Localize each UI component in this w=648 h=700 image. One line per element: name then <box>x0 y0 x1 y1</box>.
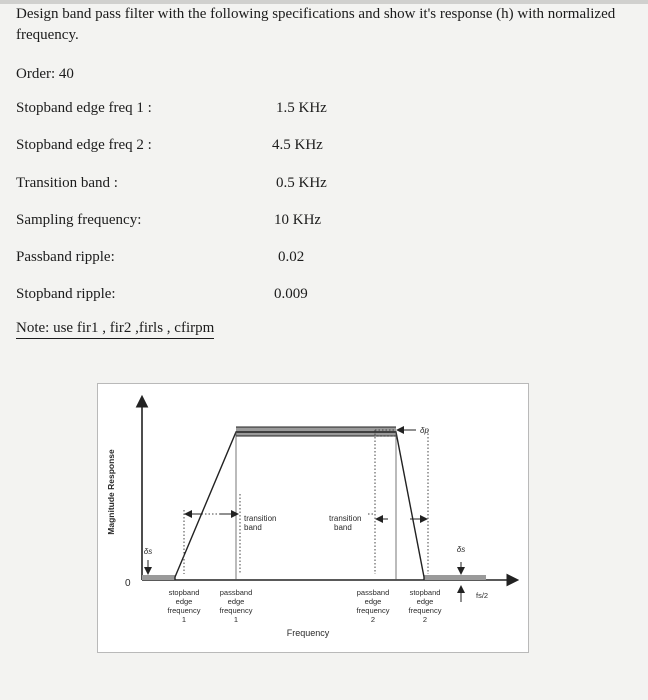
x-axis-label: Frequency <box>286 628 330 638</box>
svg-text:stopband: stopband <box>409 588 441 597</box>
transition-band-right-line2: band <box>334 523 352 532</box>
delta-p-label: δp <box>420 426 429 435</box>
bandpass-diagram <box>97 383 529 653</box>
spec-label-sampling-frequency: Sampling frequency: <box>16 212 142 228</box>
svg-text:frequency: frequency <box>408 606 442 615</box>
svg-text:1: 1 <box>181 615 187 624</box>
svg-text:edge: edge <box>175 597 193 606</box>
svg-text:passband: passband <box>356 588 390 597</box>
problem-statement: Design band pass filter with the following specifications and show it's response (h) with normalized frequency. <box>16 6 616 43</box>
order-line: Order: 40 <box>16 66 74 82</box>
svg-text:2: 2 <box>370 615 376 624</box>
svg-text:edge: edge <box>416 597 434 606</box>
svg-text:edge: edge <box>227 597 245 606</box>
svg-text:frequency: frequency <box>356 606 390 615</box>
spec-label-transition-band: Transition band : <box>16 175 118 191</box>
transition-band-left-line1: transition <box>244 514 277 523</box>
svg-text:frequency: frequency <box>219 606 253 615</box>
delta-s-label-2: δs <box>456 545 466 554</box>
origin-label: 0 <box>125 578 131 589</box>
response-curve <box>175 432 424 580</box>
svg-text:1: 1 <box>233 615 239 624</box>
bandpass-svg <box>98 384 528 652</box>
spec-value-stopband-edge-2: 4.5 KHz <box>272 137 323 153</box>
pass-edge-1-label <box>220 588 253 624</box>
spec-value-passband-ripple: 0.02 <box>278 249 305 265</box>
transition-band-left-line2: band <box>244 523 262 532</box>
stopband-1-band <box>142 575 175 580</box>
spec-label-stopband-edge-2: Stopband edge freq 2 : <box>16 137 152 153</box>
stop-edge-1-label <box>168 588 201 624</box>
stop-edge-2-label <box>409 588 442 624</box>
note-functions: Note: use fir1 , fir2 ,firls , cfirpm <box>16 320 214 339</box>
pass-edge-2-label <box>357 588 390 624</box>
svg-text:edge: edge <box>364 597 382 606</box>
spec-value-stopband-edge-1: 1.5 KHz <box>276 100 327 116</box>
delta-s-label-1: δs <box>143 547 153 556</box>
spec-value-transition-band: 0.5 KHz <box>276 175 327 191</box>
svg-text:frequency: frequency <box>167 606 201 615</box>
svg-text:passband: passband <box>219 588 253 597</box>
nyquist-label: fs/2 <box>476 591 489 600</box>
y-axis-label: Magnitude Response <box>106 449 116 535</box>
spec-label-stopband-ripple: Stopband ripple: <box>16 286 116 302</box>
svg-text:2: 2 <box>422 615 428 624</box>
transition-band-right-line1: transition <box>329 514 362 523</box>
spec-value-stopband-ripple: 0.009 <box>274 286 308 302</box>
spec-value-sampling-frequency: 10 KHz <box>274 212 322 228</box>
svg-text:stopband: stopband <box>168 588 200 597</box>
spec-label-stopband-edge-1: Stopband edge freq 1 : <box>16 100 152 116</box>
stopband-2-band <box>424 575 486 580</box>
spec-label-passband-ripple: Passband ripple: <box>16 249 115 265</box>
